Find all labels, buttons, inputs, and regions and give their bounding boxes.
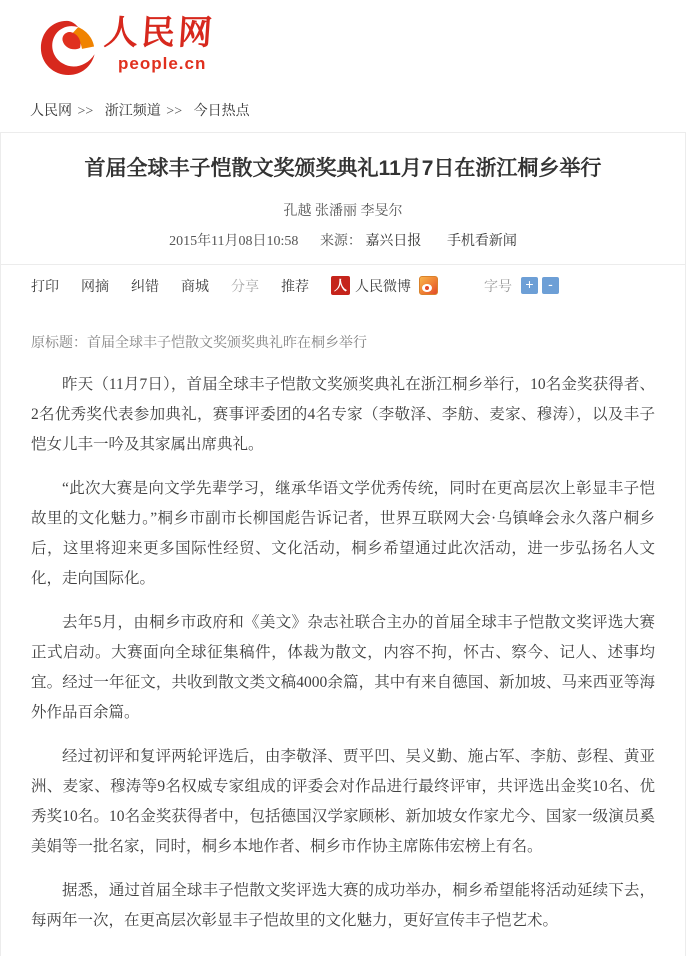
page-header bbox=[0, 0, 686, 84]
breadcrumb bbox=[0, 84, 686, 132]
fontsize-control bbox=[484, 276, 559, 296]
original-title-line bbox=[31, 332, 655, 352]
error-report-button[interactable]: 纠错 bbox=[131, 279, 159, 295]
people-cn-logo[interactable] bbox=[38, 14, 686, 76]
article-paragraph: 昨天（11月7日），首届全球丰子恺散文奖颁奖典礼在浙江桐乡举行，10名金奖获得者、2名优秀奖代表参加典礼，赛事评委团的4名专家（李敬泽、李舫、麦家、穆涛），以及丰子恺女儿丰一吟及其家属出席典礼。 bbox=[31, 376, 655, 453]
article-title: 首届全球丰子恺散文奖颁奖典礼11月7日在浙江桐乡举行 bbox=[84, 157, 602, 180]
people-weibo-icon: 人 bbox=[331, 276, 350, 295]
fontsize-increase-button[interactable]: + bbox=[521, 277, 538, 294]
breadcrumb-home-link[interactable]: 人民网 bbox=[30, 104, 72, 119]
people-weibo-button[interactable] bbox=[331, 276, 438, 296]
breadcrumb-channel-link[interactable]: 浙江频道 bbox=[104, 104, 161, 119]
recommend-button[interactable]: 推荐 bbox=[281, 279, 309, 295]
print-button[interactable]: 打印 bbox=[31, 279, 59, 295]
people-cn-swoosh-icon bbox=[38, 18, 96, 76]
article-authors: 孔越 张潘丽 李旻尔 bbox=[283, 204, 403, 219]
breadcrumb-section-link[interactable]: 今日热点 bbox=[193, 104, 250, 119]
source-link[interactable]: 嘉兴日报 bbox=[365, 234, 422, 249]
mobile-news-link[interactable]: 手机看新闻 bbox=[446, 234, 517, 249]
logo-chinese-text: 人民网 bbox=[102, 15, 217, 52]
share-button[interactable]: 分享 bbox=[231, 279, 259, 295]
logo-text-block bbox=[104, 14, 215, 74]
article-paragraph: 去年5月，由桐乡市政府和《美文》杂志社联合主办的首届全球丰子恺散文奖评选大赛正式启动。大赛面向全球征集稿件，体裁为散文，内容不拘，怀古、察今、记人、述事均宜。经过一年征文，共收到散文类文稿4000余篇，其中有来自德国、新加坡、马来西亚等海外作品百余篇。 bbox=[31, 614, 655, 721]
article-paragraph: 经过初评和复评两轮评选后，由李敬泽、贾平凹、吴义勤、施占军、李舫、彭程、黄亚洲、麦家、穆涛等9名权威专家组成的评委会对作品进行最终评审，共评选出金奖10名、优秀奖10名。10名金奖获得者中，包括德国汉学家顾彬、新加坡女作家尤今、国家一级演员奚美娟等一批名家，同时，桐乡本地作者、桐乡市作协主席陈伟宏榜上有名。 bbox=[31, 748, 655, 855]
article-toolbar bbox=[1, 264, 685, 306]
article-meta-line bbox=[21, 230, 665, 250]
breadcrumb-separator: >> bbox=[77, 104, 94, 119]
publish-datetime: 2015年11月08日10:58 bbox=[169, 234, 299, 249]
breadcrumb-separator: >> bbox=[166, 104, 183, 119]
logo-domain-text: people.cn bbox=[118, 54, 207, 73]
source-label: 来源： bbox=[319, 234, 362, 249]
article-container bbox=[0, 132, 686, 956]
fontsize-label: 字号 bbox=[484, 279, 512, 295]
fontsize-decrease-button[interactable]: - bbox=[542, 277, 559, 294]
original-title-text: 首届全球丰子恺散文奖颁奖典礼昨在桐乡举行 bbox=[87, 336, 367, 351]
article-paragraph: 据悉，通过首届全球丰子恺散文奖评选大赛的成功举办，桐乡希望能将活动延续下去，每两年一次，在更高层次彰显丰子恺故里的文化魅力，更好宣传丰子恺艺术。 bbox=[31, 882, 655, 929]
original-title-label: 原标题： bbox=[31, 336, 87, 351]
article-paragraph: “此次大赛是向文学先辈学习，继承华语文学优秀传统，同时在更高层次上彰显丰子恺故里的文化魅力。”桐乡市副市长柳国彪告诉记者，世界互联网大会·乌镇峰会永久落户桐乡后，这里将迎来更多国际性经贸、文化活动，桐乡希望通过此次活动，进一步弘扬名人文化，走向国际化。 bbox=[31, 480, 655, 587]
sina-weibo-icon[interactable] bbox=[419, 276, 438, 295]
bookmark-button[interactable]: 网摘 bbox=[81, 279, 109, 295]
article-title-block bbox=[1, 133, 685, 264]
mall-button[interactable]: 商城 bbox=[181, 279, 209, 295]
people-weibo-label: 人民微博 bbox=[355, 279, 411, 295]
article-body bbox=[1, 332, 685, 956]
